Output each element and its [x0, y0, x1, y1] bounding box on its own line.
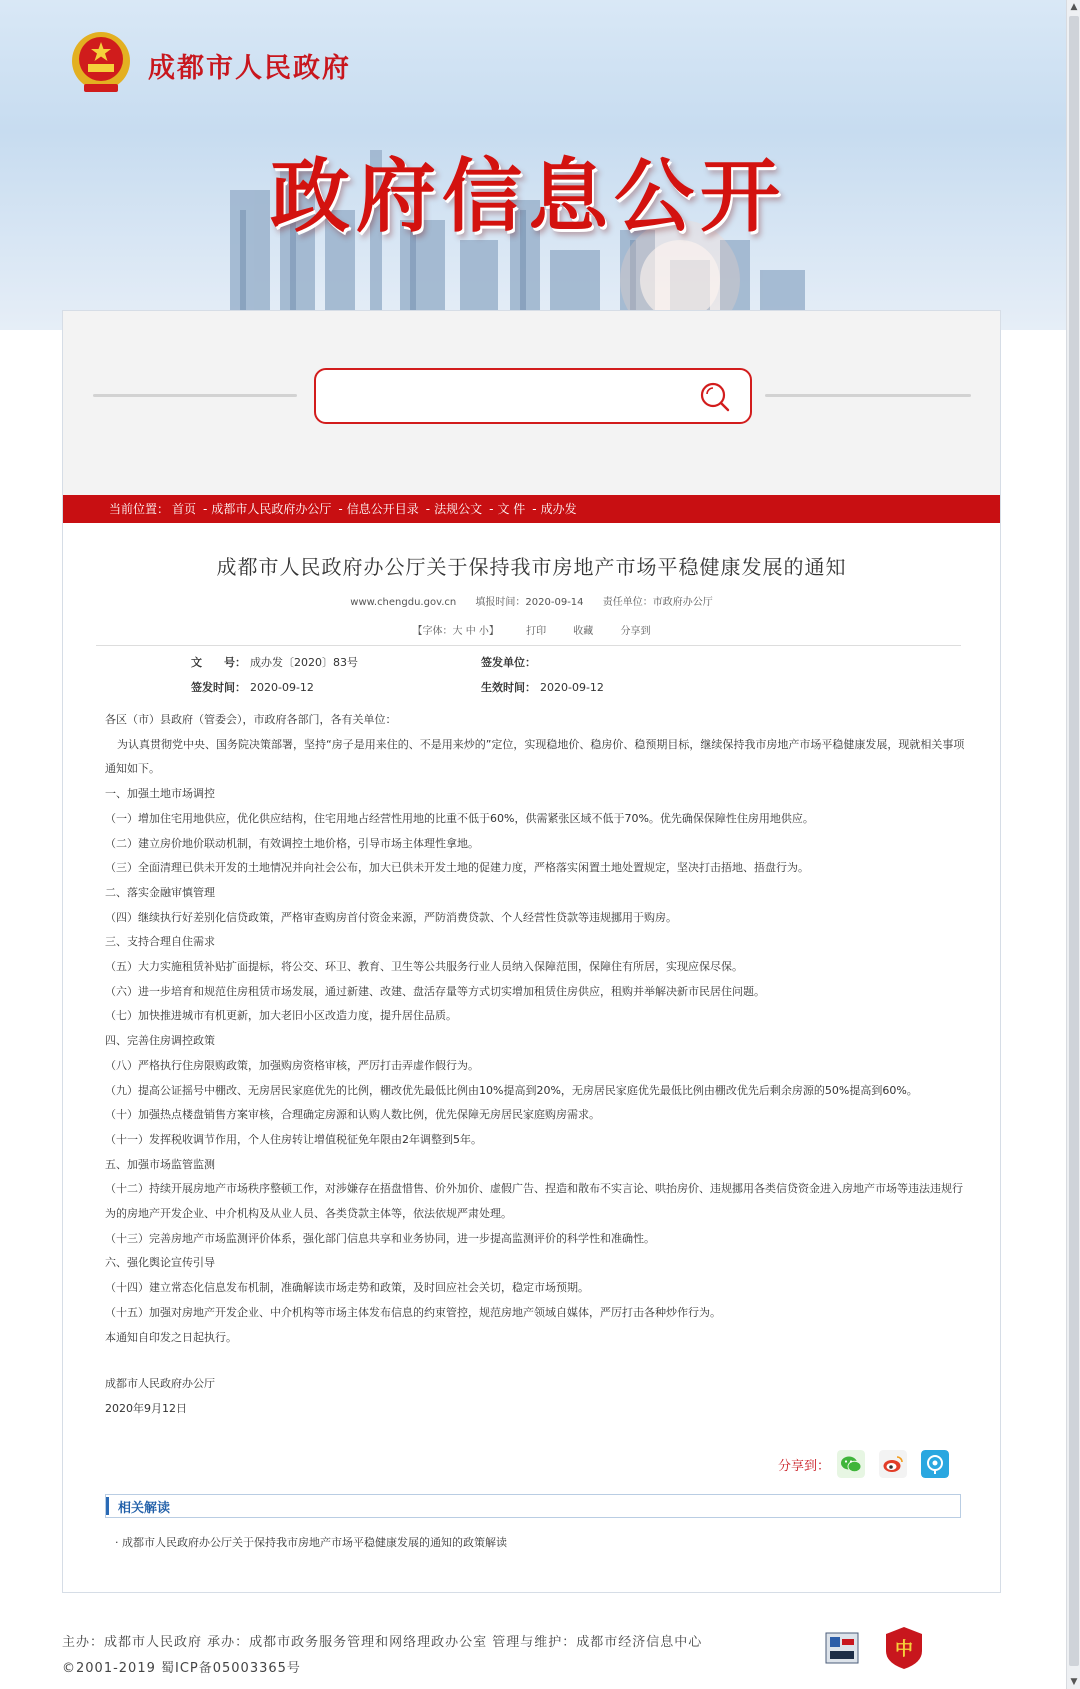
body-paragraph: 六、强化舆论宣传引导	[105, 1256, 215, 1270]
svg-text:中: 中	[895, 1639, 913, 1660]
related-heading: 相关解读	[118, 1501, 171, 1516]
favorite-button[interactable]: 收藏	[573, 626, 594, 637]
footer-copyright[interactable]: ©2001-2019 蜀ICP备05003365号	[62, 1661, 301, 1676]
scroll-down-icon[interactable]: ▼	[1070, 1677, 1078, 1687]
scroll-thumb[interactable]	[1069, 16, 1079, 1666]
related-link[interactable]: · 成都市人民政府办公厅关于保持我市房地产市场平稳健康发展的通知的政策解读	[115, 1536, 507, 1549]
related-header-bar	[106, 1497, 109, 1515]
search-icon[interactable]	[698, 380, 732, 414]
body-paragraph: （八）严格执行住房限购政策，加强购房资格审核，严厉打击弄虚作假行为。	[105, 1058, 479, 1072]
related-interpretation-header	[105, 1494, 961, 1518]
article-fill-date: 填报时间：2020-09-14	[475, 597, 584, 608]
search-divider-left	[93, 394, 297, 397]
page-scrollbar[interactable]	[1066, 0, 1080, 1689]
article-body	[105, 708, 965, 1350]
signature-org: 成都市人民政府办公厅	[105, 1377, 215, 1390]
doc-number: 文 号： 成办发〔2020〕83号	[191, 656, 358, 669]
body-paragraph: （十五）加强对房地产开发企业、中介机构等市场主体发布信息的约束管控，规范房地产领域自媒体，严厉打击各种炒作行为。	[105, 1305, 721, 1319]
doc-issue-date: 签发时间： 2020-09-12	[191, 681, 314, 694]
body-paragraph: 为认真贯彻党中央、国务院决策部署，坚持“房子是用来住的、不是用来炒的”定位，实现稳地价、稳房价、稳预期目标，继续保持我市房地产市场平稳健康发展，现就相关事项通知如下。	[105, 737, 965, 776]
qzone-icon[interactable]	[921, 1450, 949, 1478]
article-tools	[63, 622, 1000, 637]
share-label: 分享到：	[778, 1459, 831, 1474]
share-to-link[interactable]: 分享到	[620, 626, 651, 637]
body-paragraph: （二）建立房价地价联动机制，有效调控土地价格，引导市场主体理性拿地。	[105, 836, 479, 850]
body-paragraph: 二、落实金融审慎管理	[105, 885, 215, 899]
search-input[interactable]	[330, 380, 680, 412]
header-banner	[0, 0, 1066, 330]
article-site: www.chengdu.gov.cn	[350, 597, 457, 608]
weibo-icon[interactable]	[879, 1450, 907, 1478]
search-divider-right	[765, 394, 971, 397]
wechat-icon[interactable]	[837, 1450, 865, 1478]
body-paragraph: （七）加快推进城市有机更新，加大老旧小区改造力度，提升居住品质。	[105, 1009, 457, 1023]
body-paragraph: 各区（市）县政府（管委会），市政府各部门，各有关单位：	[105, 713, 397, 726]
body-paragraph: 五、加强市场监管监测	[105, 1157, 215, 1171]
hero-title: 政府信息公开	[270, 150, 786, 243]
national-emblem-icon	[70, 30, 132, 96]
body-paragraph: （十二）持续开展房地产市场秩序整顿工作，对涉嫌存在捂盘惜售、价外加价、虚假广告、捏造和散布不实言论、哄抬房价、违规挪用各类信贷资金进入房地产市场等违法违规行为的房地产开发企业、中介机构及从业人员、各类贷款主体等，依法依规严肃处理。	[105, 1182, 963, 1221]
tools-divider	[96, 645, 961, 646]
body-paragraph: （九）提高公证摇号中棚改、无房居民家庭优先的比例，棚改优先最低比例由10%提高到20%，无房居民家庭优先最低比例由棚改优先后剩余房源的50%提高到60%。	[105, 1083, 918, 1097]
body-paragraph: 本通知自印发之日起执行。	[105, 1330, 237, 1344]
party-org-badge-icon[interactable]	[882, 1625, 926, 1671]
body-paragraph: 一、加强土地市场调控	[105, 787, 215, 801]
body-paragraph: （十）加强热点楼盘销售方案审核，合理确定房源和认购人数比例，优先保障无房居民家庭购房需求。	[105, 1108, 600, 1122]
body-paragraph: （三）全面清理已供未开发的土地情况并向社会公布，加大已供未开发土地的促建力度，严格落实闲置土地处置规定，坚决打击捂地、捂盘行为。	[105, 861, 809, 875]
body-paragraph: （四）继续执行好差别化信贷政策，严格审查购房首付资金来源，严防消费贷款、个人经营性贷款等违规挪用于购房。	[105, 910, 677, 924]
site-title[interactable]: 成都市人民政府	[148, 53, 351, 84]
article-meta	[63, 593, 1000, 608]
search-box	[314, 368, 752, 424]
print-button[interactable]: 打印	[526, 626, 547, 637]
breadcrumb-chengbanfa[interactable]: 成办发	[540, 502, 577, 516]
doc-issuer: 签发单位：	[481, 656, 536, 669]
body-paragraph: 四、完善住房调控政策	[105, 1034, 215, 1048]
body-paragraph: （十三）完善房地产市场监测评价体系，强化部门信息共享和业务协同，进一步提高监测评价的科学性和准确性。	[105, 1231, 655, 1245]
body-paragraph: （一）增加住宅用地供应，优化供应结构，住宅用地占经营性用地的比重不低于60%，供需紧张区域不低于70%。优先确保保障性住房用地供应。	[105, 811, 814, 825]
breadcrumb: 当前位置： 首页 - 成都市人民政府办公厅 - 信息公开目录 - 法规公文 - 文 件 - 成办发	[63, 495, 1000, 523]
doc-effective-date: 生效时间： 2020-09-12	[481, 681, 604, 694]
body-paragraph: （五）大力实施租赁补贴扩面提标，将公交、环卫、教育、卫生等公共服务行业人员纳入保障范围，保障住有所居，实现应保尽保。	[105, 960, 743, 974]
signature-date: 2020年9月12日	[105, 1402, 187, 1415]
content-frame	[62, 310, 1001, 1593]
breadcrumb-regulations[interactable]: 法规公文	[434, 502, 483, 516]
article-title: 成都市人民政府办公厅关于保持我市房地产市场平稳健康发展的通知	[216, 555, 847, 579]
breadcrumb-catalog[interactable]: 信息公开目录	[346, 502, 419, 516]
body-paragraph: （十四）建立常态化信息发布机制，准确解读市场走势和政策，及时回应社会关切，稳定市场预期。	[105, 1281, 589, 1295]
breadcrumb-prefix: 当前位置：	[109, 502, 170, 516]
breadcrumb-documents[interactable]: 文 件	[497, 502, 526, 516]
scroll-up-icon[interactable]: ▲	[1070, 2, 1078, 12]
search-area	[63, 311, 1000, 495]
body-paragraph: （十一）发挥税收调节作用，个人住房转让增值税征免年限由2年调整到5年。	[105, 1132, 482, 1146]
gov-website-badge-icon[interactable]	[820, 1625, 864, 1671]
breadcrumb-home[interactable]: 首页	[172, 502, 197, 516]
font-size-switch[interactable]: 【字体：大 中 小】	[412, 626, 499, 637]
footer-sponsors: 主办：成都市人民政府 承办：成都市政务服务管理和网络理政办公室 管理与维护：成都市经济信息中心	[62, 1635, 703, 1650]
breadcrumb-office[interactable]: 成都市人民政府办公厅	[211, 502, 332, 516]
body-paragraph: 三、支持合理自住需求	[105, 935, 215, 949]
body-paragraph: （六）进一步培育和规范住房租赁市场发展，通过新建、改建、盘活存量等方式切实增加租赁住房供应，租购并举解决新市民居住问题。	[105, 984, 765, 998]
article-responsible: 责任单位：市政府办公厅	[602, 597, 713, 608]
